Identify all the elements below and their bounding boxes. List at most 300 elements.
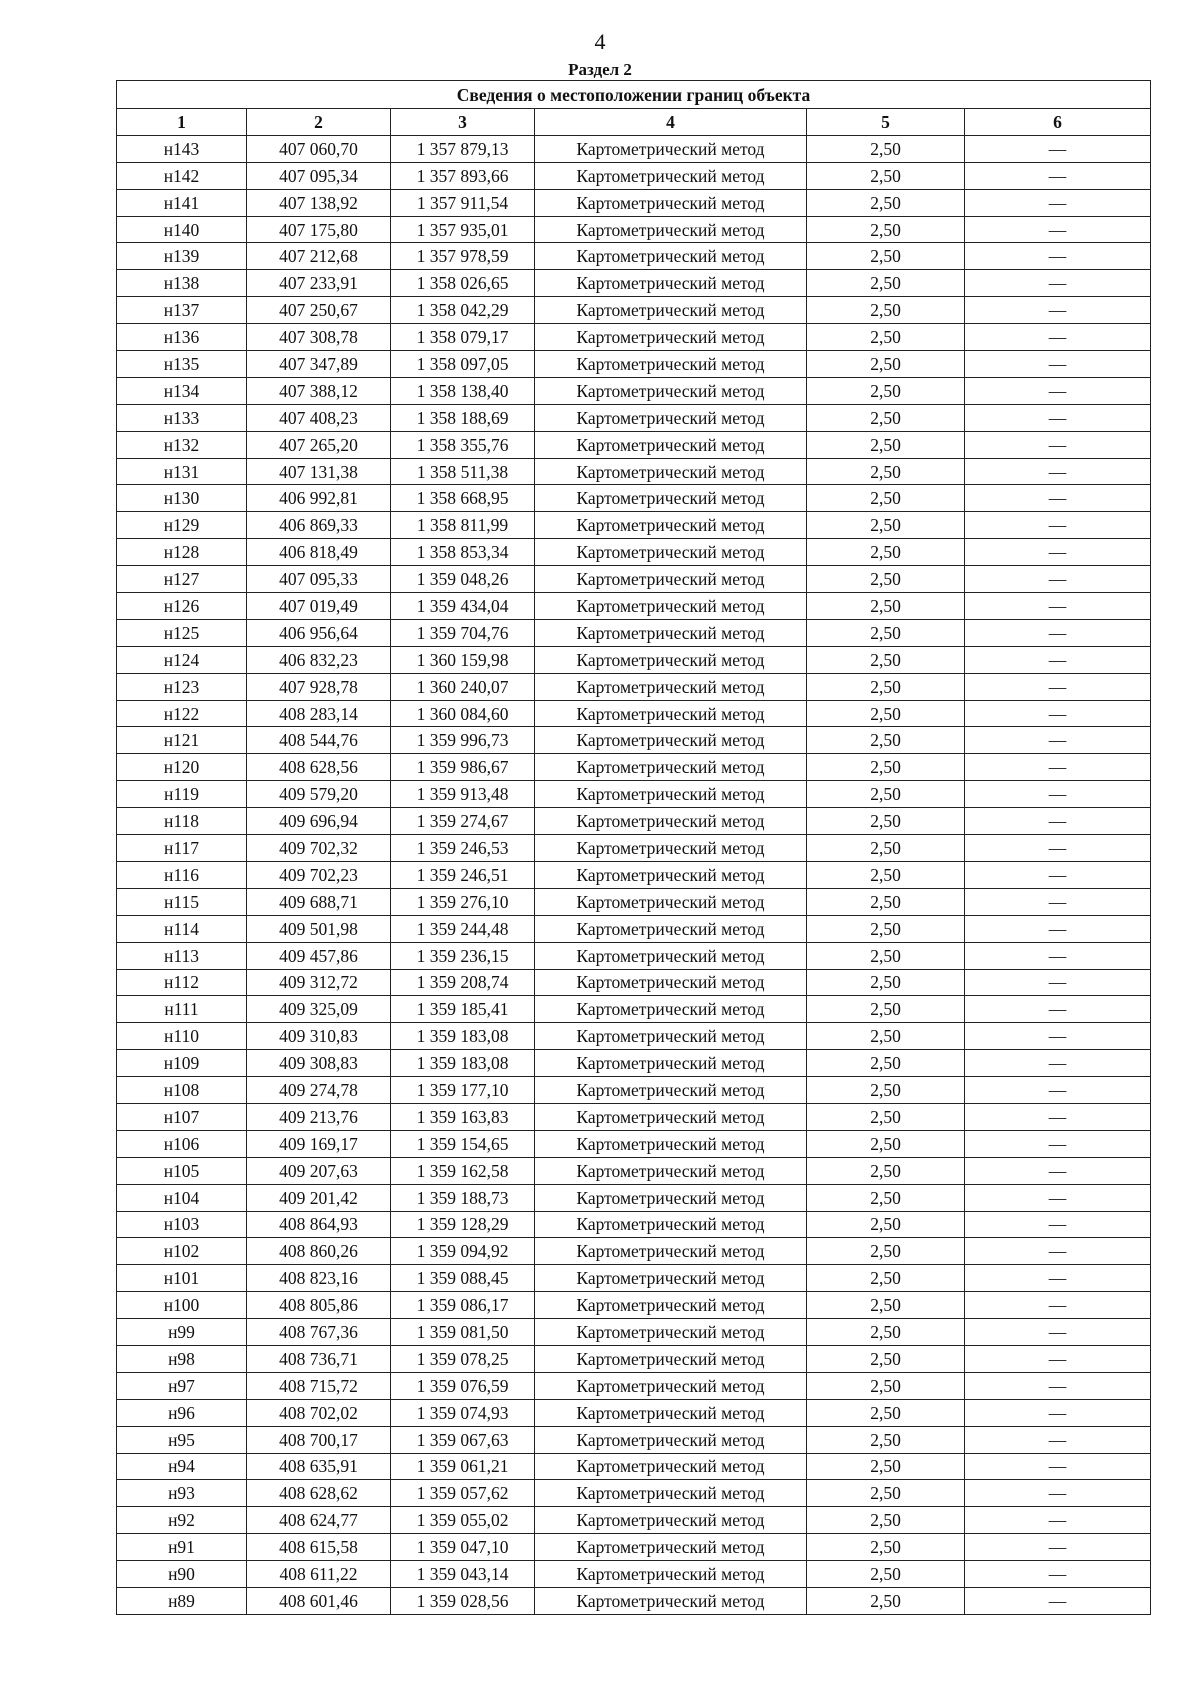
y-coordinate-cell: 1 359 086,17 — [391, 1292, 535, 1319]
y-coordinate-cell: 1 360 240,07 — [391, 673, 535, 700]
description-cell: — — [965, 404, 1151, 431]
x-coordinate-cell: 409 579,20 — [247, 781, 391, 808]
description-cell: — — [965, 646, 1151, 673]
method-cell: Картометрический метод — [535, 996, 807, 1023]
description-cell: — — [965, 566, 1151, 593]
table-row — [117, 1130, 1151, 1157]
point-name-cell: н107 — [117, 1103, 247, 1130]
accuracy-cell: 2,50 — [807, 1399, 965, 1426]
column-header-3: 3 — [391, 109, 535, 136]
table-row — [117, 1534, 1151, 1561]
description-cell: — — [965, 700, 1151, 727]
x-coordinate-cell: 407 131,38 — [247, 458, 391, 485]
table-row — [117, 566, 1151, 593]
description-cell: — — [965, 324, 1151, 351]
point-name-cell: н93 — [117, 1480, 247, 1507]
table-row — [117, 942, 1151, 969]
description-cell: — — [965, 942, 1151, 969]
point-name-cell: н134 — [117, 377, 247, 404]
accuracy-cell: 2,50 — [807, 942, 965, 969]
method-cell: Картометрический метод — [535, 135, 807, 162]
accuracy-cell: 2,50 — [807, 377, 965, 404]
description-cell: — — [965, 1534, 1151, 1561]
table-row — [117, 915, 1151, 942]
method-cell: Картометрический метод — [535, 1238, 807, 1265]
method-cell: Картометрический метод — [535, 1077, 807, 1104]
x-coordinate-cell: 408 601,46 — [247, 1587, 391, 1614]
x-coordinate-cell: 408 700,17 — [247, 1426, 391, 1453]
accuracy-cell: 2,50 — [807, 888, 965, 915]
description-cell: — — [965, 485, 1151, 512]
point-name-cell: н99 — [117, 1319, 247, 1346]
method-cell: Картометрический метод — [535, 1480, 807, 1507]
x-coordinate-cell: 406 832,23 — [247, 646, 391, 673]
y-coordinate-cell: 1 359 061,21 — [391, 1453, 535, 1480]
description-cell: — — [965, 1184, 1151, 1211]
y-coordinate-cell: 1 359 434,04 — [391, 593, 535, 620]
description-cell: — — [965, 808, 1151, 835]
description-cell: — — [965, 1453, 1151, 1480]
table-row — [117, 781, 1151, 808]
accuracy-cell: 2,50 — [807, 1238, 965, 1265]
x-coordinate-cell: 408 736,71 — [247, 1345, 391, 1372]
y-coordinate-cell: 1 358 138,40 — [391, 377, 535, 404]
point-name-cell: н113 — [117, 942, 247, 969]
point-name-cell: н114 — [117, 915, 247, 942]
method-cell: Картометрический метод — [535, 162, 807, 189]
y-coordinate-cell: 1 359 986,67 — [391, 754, 535, 781]
table-row — [117, 1399, 1151, 1426]
point-name-cell: н138 — [117, 270, 247, 297]
point-name-cell: н109 — [117, 1050, 247, 1077]
y-coordinate-cell: 1 359 094,92 — [391, 1238, 535, 1265]
description-cell: — — [965, 216, 1151, 243]
method-cell: Картометрический метод — [535, 1372, 807, 1399]
table-row — [117, 1103, 1151, 1130]
accuracy-cell: 2,50 — [807, 1265, 965, 1292]
method-cell: Картометрический метод — [535, 888, 807, 915]
y-coordinate-cell: 1 359 067,63 — [391, 1426, 535, 1453]
x-coordinate-cell: 409 312,72 — [247, 969, 391, 996]
table-row — [117, 593, 1151, 620]
description-cell: — — [965, 1399, 1151, 1426]
y-coordinate-cell: 1 359 208,74 — [391, 969, 535, 996]
point-name-cell: н140 — [117, 216, 247, 243]
column-header-1: 1 — [117, 109, 247, 136]
x-coordinate-cell: 407 388,12 — [247, 377, 391, 404]
column-header-5: 5 — [807, 109, 965, 136]
point-name-cell: н108 — [117, 1077, 247, 1104]
x-coordinate-cell: 407 138,92 — [247, 189, 391, 216]
point-name-cell: н131 — [117, 458, 247, 485]
x-coordinate-cell: 409 696,94 — [247, 808, 391, 835]
point-name-cell: н98 — [117, 1345, 247, 1372]
x-coordinate-cell: 406 869,33 — [247, 512, 391, 539]
table-row — [117, 646, 1151, 673]
y-coordinate-cell: 1 360 159,98 — [391, 646, 535, 673]
table-row — [117, 404, 1151, 431]
accuracy-cell: 2,50 — [807, 673, 965, 700]
description-cell: — — [965, 835, 1151, 862]
method-cell: Картометрический метод — [535, 1157, 807, 1184]
table-row — [117, 458, 1151, 485]
accuracy-cell: 2,50 — [807, 915, 965, 942]
x-coordinate-cell: 409 325,09 — [247, 996, 391, 1023]
description-cell: — — [965, 1319, 1151, 1346]
method-cell: Картометрический метод — [535, 1265, 807, 1292]
accuracy-cell: 2,50 — [807, 1561, 965, 1588]
y-coordinate-cell: 1 359 076,59 — [391, 1372, 535, 1399]
accuracy-cell: 2,50 — [807, 297, 965, 324]
x-coordinate-cell: 409 274,78 — [247, 1077, 391, 1104]
accuracy-cell: 2,50 — [807, 1534, 965, 1561]
method-cell: Картометрический метод — [535, 700, 807, 727]
point-name-cell: н137 — [117, 297, 247, 324]
point-name-cell: н121 — [117, 727, 247, 754]
method-cell: Картометрический метод — [535, 1426, 807, 1453]
accuracy-cell: 2,50 — [807, 1587, 965, 1614]
table-row — [117, 1238, 1151, 1265]
x-coordinate-cell: 408 864,93 — [247, 1211, 391, 1238]
accuracy-cell: 2,50 — [807, 781, 965, 808]
table-row — [117, 1292, 1151, 1319]
method-cell: Картометрический метод — [535, 1103, 807, 1130]
x-coordinate-cell: 407 175,80 — [247, 216, 391, 243]
method-cell: Картометрический метод — [535, 1050, 807, 1077]
accuracy-cell: 2,50 — [807, 431, 965, 458]
x-coordinate-cell: 408 615,58 — [247, 1534, 391, 1561]
description-cell: — — [965, 1426, 1151, 1453]
point-name-cell: н118 — [117, 808, 247, 835]
method-cell: Картометрический метод — [535, 512, 807, 539]
x-coordinate-cell: 407 233,91 — [247, 270, 391, 297]
accuracy-cell: 2,50 — [807, 619, 965, 646]
description-cell: — — [965, 1372, 1151, 1399]
description-cell: — — [965, 1130, 1151, 1157]
x-coordinate-cell: 408 823,16 — [247, 1265, 391, 1292]
point-name-cell: н110 — [117, 1023, 247, 1050]
x-coordinate-cell: 408 544,76 — [247, 727, 391, 754]
table-caption-row — [117, 81, 1151, 109]
point-name-cell: н117 — [117, 835, 247, 862]
method-cell: Картометрический метод — [535, 189, 807, 216]
description-cell: — — [965, 619, 1151, 646]
point-name-cell: н115 — [117, 888, 247, 915]
accuracy-cell: 2,50 — [807, 861, 965, 888]
y-coordinate-cell: 1 359 154,65 — [391, 1130, 535, 1157]
x-coordinate-cell: 407 250,67 — [247, 297, 391, 324]
table-row — [117, 1507, 1151, 1534]
point-name-cell: н95 — [117, 1426, 247, 1453]
table-row — [117, 216, 1151, 243]
y-coordinate-cell: 1 358 355,76 — [391, 431, 535, 458]
description-cell: — — [965, 539, 1151, 566]
description-cell: — — [965, 189, 1151, 216]
accuracy-cell: 2,50 — [807, 1211, 965, 1238]
point-name-cell: н135 — [117, 351, 247, 378]
y-coordinate-cell: 1 359 081,50 — [391, 1319, 535, 1346]
table-row — [117, 324, 1151, 351]
table-row — [117, 1184, 1151, 1211]
y-coordinate-cell: 1 359 185,41 — [391, 996, 535, 1023]
accuracy-cell: 2,50 — [807, 324, 965, 351]
description-cell: — — [965, 915, 1151, 942]
x-coordinate-cell: 409 457,86 — [247, 942, 391, 969]
description-cell: — — [965, 1507, 1151, 1534]
table-row — [117, 135, 1151, 162]
method-cell: Картометрический метод — [535, 431, 807, 458]
point-name-cell: н128 — [117, 539, 247, 566]
method-cell: Картометрический метод — [535, 593, 807, 620]
point-name-cell: н143 — [117, 135, 247, 162]
table-row — [117, 1561, 1151, 1588]
point-name-cell: н124 — [117, 646, 247, 673]
x-coordinate-cell: 408 860,26 — [247, 1238, 391, 1265]
x-coordinate-cell: 407 265,20 — [247, 431, 391, 458]
method-cell: Картометрический метод — [535, 619, 807, 646]
method-cell: Картометрический метод — [535, 646, 807, 673]
table-row — [117, 1211, 1151, 1238]
point-name-cell: н100 — [117, 1292, 247, 1319]
accuracy-cell: 2,50 — [807, 162, 965, 189]
accuracy-cell: 2,50 — [807, 512, 965, 539]
y-coordinate-cell: 1 359 162,58 — [391, 1157, 535, 1184]
y-coordinate-cell: 1 358 042,29 — [391, 297, 535, 324]
y-coordinate-cell: 1 357 879,13 — [391, 135, 535, 162]
point-name-cell: н116 — [117, 861, 247, 888]
method-cell: Картометрический метод — [535, 1534, 807, 1561]
x-coordinate-cell: 409 207,63 — [247, 1157, 391, 1184]
description-cell: — — [965, 1292, 1151, 1319]
accuracy-cell: 2,50 — [807, 1050, 965, 1077]
table-row — [117, 351, 1151, 378]
method-cell: Картометрический метод — [535, 1345, 807, 1372]
table-row — [117, 297, 1151, 324]
method-cell: Картометрический метод — [535, 781, 807, 808]
accuracy-cell: 2,50 — [807, 243, 965, 270]
y-coordinate-cell: 1 358 811,99 — [391, 512, 535, 539]
table-row — [117, 754, 1151, 781]
table-row — [117, 619, 1151, 646]
table-row — [117, 1050, 1151, 1077]
table-row — [117, 1077, 1151, 1104]
accuracy-cell: 2,50 — [807, 1184, 965, 1211]
accuracy-cell: 2,50 — [807, 1103, 965, 1130]
point-name-cell: н136 — [117, 324, 247, 351]
table-row — [117, 700, 1151, 727]
method-cell: Картометрический метод — [535, 566, 807, 593]
y-coordinate-cell: 1 358 026,65 — [391, 270, 535, 297]
y-coordinate-cell: 1 358 511,38 — [391, 458, 535, 485]
point-name-cell: н139 — [117, 243, 247, 270]
method-cell: Картометрический метод — [535, 324, 807, 351]
description-cell: — — [965, 1238, 1151, 1265]
table-row — [117, 888, 1151, 915]
table-row — [117, 1587, 1151, 1614]
y-coordinate-cell: 1 357 978,59 — [391, 243, 535, 270]
accuracy-cell: 2,50 — [807, 808, 965, 835]
accuracy-cell: 2,50 — [807, 458, 965, 485]
x-coordinate-cell: 408 624,77 — [247, 1507, 391, 1534]
point-name-cell: н105 — [117, 1157, 247, 1184]
point-name-cell: н111 — [117, 996, 247, 1023]
method-cell: Картометрический метод — [535, 754, 807, 781]
description-cell: — — [965, 431, 1151, 458]
point-name-cell: н106 — [117, 1130, 247, 1157]
method-cell: Картометрический метод — [535, 727, 807, 754]
method-cell: Картометрический метод — [535, 243, 807, 270]
point-name-cell: н120 — [117, 754, 247, 781]
point-name-cell: н133 — [117, 404, 247, 431]
table-row — [117, 512, 1151, 539]
table-row — [117, 1372, 1151, 1399]
description-cell: — — [965, 1103, 1151, 1130]
method-cell: Картометрический метод — [535, 1319, 807, 1346]
y-coordinate-cell: 1 358 097,05 — [391, 351, 535, 378]
point-name-cell: н103 — [117, 1211, 247, 1238]
accuracy-cell: 2,50 — [807, 727, 965, 754]
y-coordinate-cell: 1 359 996,73 — [391, 727, 535, 754]
x-coordinate-cell: 408 628,56 — [247, 754, 391, 781]
accuracy-cell: 2,50 — [807, 485, 965, 512]
table-row — [117, 539, 1151, 566]
y-coordinate-cell: 1 358 079,17 — [391, 324, 535, 351]
description-cell: — — [965, 754, 1151, 781]
column-header-4: 4 — [535, 109, 807, 136]
method-cell: Картометрический метод — [535, 1023, 807, 1050]
description-cell: — — [965, 1345, 1151, 1372]
accuracy-cell: 2,50 — [807, 1292, 965, 1319]
accuracy-cell: 2,50 — [807, 351, 965, 378]
y-coordinate-cell: 1 359 163,83 — [391, 1103, 535, 1130]
y-coordinate-cell: 1 358 853,34 — [391, 539, 535, 566]
y-coordinate-cell: 1 359 183,08 — [391, 1023, 535, 1050]
table-caption: Сведения о местоположении границ объекта — [117, 81, 1151, 109]
y-coordinate-cell: 1 359 188,73 — [391, 1184, 535, 1211]
method-cell: Картометрический метод — [535, 835, 807, 862]
method-cell: Картометрический метод — [535, 351, 807, 378]
point-name-cell: н91 — [117, 1534, 247, 1561]
accuracy-cell: 2,50 — [807, 1157, 965, 1184]
y-coordinate-cell: 1 357 911,54 — [391, 189, 535, 216]
method-cell: Картометрический метод — [535, 1130, 807, 1157]
method-cell: Картометрический метод — [535, 297, 807, 324]
table-row — [117, 1023, 1151, 1050]
x-coordinate-cell: 406 992,81 — [247, 485, 391, 512]
x-coordinate-cell: 409 702,23 — [247, 861, 391, 888]
accuracy-cell: 2,50 — [807, 1372, 965, 1399]
y-coordinate-cell: 1 359 177,10 — [391, 1077, 535, 1104]
description-cell: — — [965, 297, 1151, 324]
y-coordinate-cell: 1 358 188,69 — [391, 404, 535, 431]
x-coordinate-cell: 408 611,22 — [247, 1561, 391, 1588]
x-coordinate-cell: 409 310,83 — [247, 1023, 391, 1050]
table-row — [117, 861, 1151, 888]
y-coordinate-cell: 1 359 913,48 — [391, 781, 535, 808]
point-name-cell: н142 — [117, 162, 247, 189]
description-cell: — — [965, 1587, 1151, 1614]
x-coordinate-cell: 407 060,70 — [247, 135, 391, 162]
y-coordinate-cell: 1 359 028,56 — [391, 1587, 535, 1614]
x-coordinate-cell: 407 408,23 — [247, 404, 391, 431]
y-coordinate-cell: 1 359 276,10 — [391, 888, 535, 915]
description-cell: — — [965, 593, 1151, 620]
description-cell: — — [965, 162, 1151, 189]
table-row — [117, 1426, 1151, 1453]
table-row — [117, 1480, 1151, 1507]
description-cell: — — [965, 781, 1151, 808]
method-cell: Картометрический метод — [535, 673, 807, 700]
point-name-cell: н119 — [117, 781, 247, 808]
accuracy-cell: 2,50 — [807, 566, 965, 593]
page-number: 4 — [594, 29, 606, 54]
description-cell: — — [965, 1157, 1151, 1184]
table-row — [117, 270, 1151, 297]
point-name-cell: н101 — [117, 1265, 247, 1292]
accuracy-cell: 2,50 — [807, 1319, 965, 1346]
method-cell: Картометрический метод — [535, 808, 807, 835]
y-coordinate-cell: 1 359 704,76 — [391, 619, 535, 646]
y-coordinate-cell: 1 359 128,29 — [391, 1211, 535, 1238]
description-cell: — — [965, 1480, 1151, 1507]
accuracy-cell: 2,50 — [807, 270, 965, 297]
table-row — [117, 727, 1151, 754]
description-cell: — — [965, 135, 1151, 162]
point-name-cell: н90 — [117, 1561, 247, 1588]
method-cell: Картометрический метод — [535, 404, 807, 431]
y-coordinate-cell: 1 359 078,25 — [391, 1345, 535, 1372]
description-cell: — — [965, 270, 1151, 297]
description-cell: — — [965, 512, 1151, 539]
column-number-row — [117, 109, 1151, 136]
table-row — [117, 189, 1151, 216]
y-coordinate-cell: 1 359 236,15 — [391, 942, 535, 969]
description-cell: — — [965, 458, 1151, 485]
method-cell: Картометрический метод — [535, 458, 807, 485]
point-name-cell: н130 — [117, 485, 247, 512]
description-cell: — — [965, 673, 1151, 700]
method-cell: Картометрический метод — [535, 485, 807, 512]
description-cell: — — [965, 1050, 1151, 1077]
accuracy-cell: 2,50 — [807, 700, 965, 727]
x-coordinate-cell: 406 956,64 — [247, 619, 391, 646]
y-coordinate-cell: 1 359 074,93 — [391, 1399, 535, 1426]
table-body — [117, 135, 1151, 1614]
point-name-cell: н102 — [117, 1238, 247, 1265]
description-cell: — — [965, 1265, 1151, 1292]
x-coordinate-cell: 408 715,72 — [247, 1372, 391, 1399]
method-cell: Картометрический метод — [535, 1399, 807, 1426]
method-cell: Картометрический метод — [535, 539, 807, 566]
accuracy-cell: 2,50 — [807, 754, 965, 781]
y-coordinate-cell: 1 359 047,10 — [391, 1534, 535, 1561]
description-cell: — — [965, 243, 1151, 270]
description-cell: — — [965, 861, 1151, 888]
table-row — [117, 808, 1151, 835]
x-coordinate-cell: 407 019,49 — [247, 593, 391, 620]
y-coordinate-cell: 1 359 183,08 — [391, 1050, 535, 1077]
method-cell: Картометрический метод — [535, 861, 807, 888]
description-cell: — — [965, 727, 1151, 754]
accuracy-cell: 2,50 — [807, 1077, 965, 1104]
column-header-6: 6 — [965, 109, 1151, 136]
accuracy-cell: 2,50 — [807, 539, 965, 566]
point-name-cell: н89 — [117, 1587, 247, 1614]
x-coordinate-cell: 408 635,91 — [247, 1453, 391, 1480]
accuracy-cell: 2,50 — [807, 1480, 965, 1507]
accuracy-cell: 2,50 — [807, 996, 965, 1023]
table-row — [117, 969, 1151, 996]
